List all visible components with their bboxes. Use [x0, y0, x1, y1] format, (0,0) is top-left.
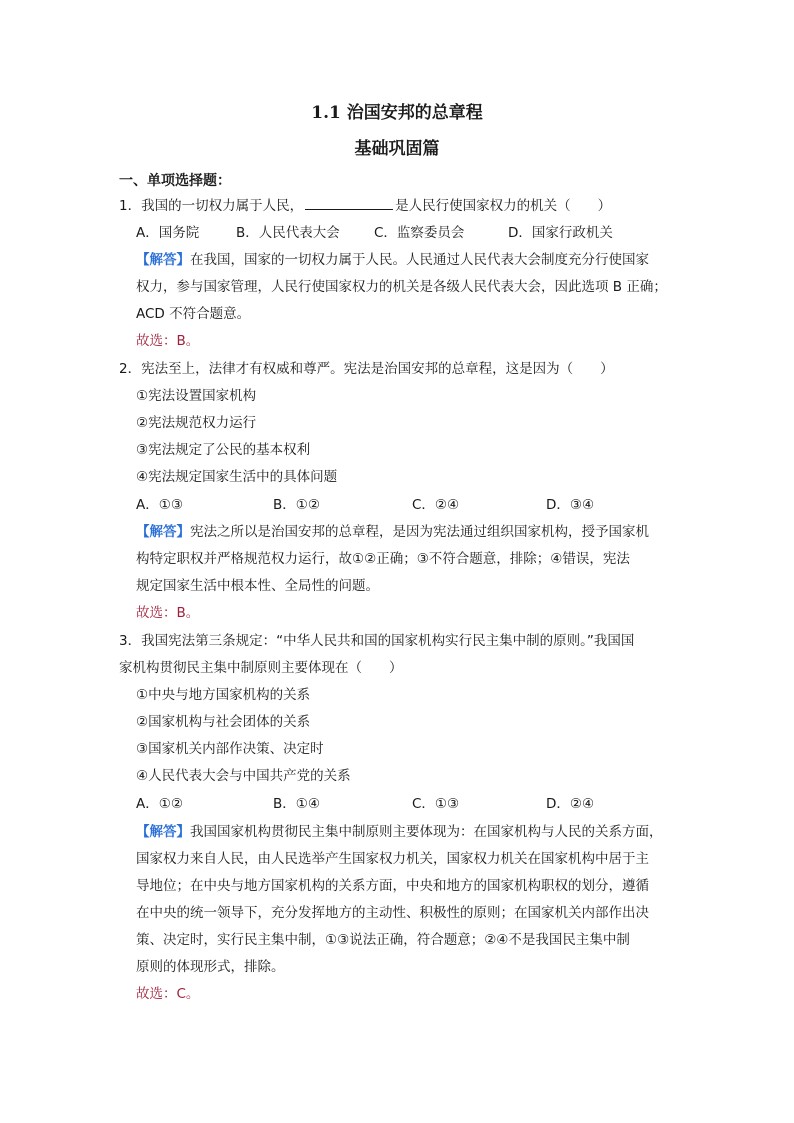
question-3-stem-line: 3．我国宪法第三条规定：“中华人民共和国的国家机构实行民主集中制的原则。”我国国 [119, 633, 635, 649]
question-3-explanation-line: 在中央的统一领导下，充分发挥地方的主动性、积极性的原则；在国家机关内部作出决 [136, 905, 649, 921]
option-a: A．①③ [136, 497, 183, 513]
option-b: B．①④ [273, 796, 320, 812]
question-1-stem-end: 是人民行使国家权力的机关（ ） [395, 198, 612, 214]
question-2-stem: 2．宪法至上，法律才有权威和尊严。宪法是治国安邦的总章程，这是因为（ ） [119, 361, 614, 377]
question-3-item: ①中央与地方国家机构的关系 [136, 687, 311, 703]
question-1-options [136, 223, 696, 243]
answer-tag: 【解答】 [136, 252, 190, 268]
question-3-explanation-line [136, 822, 663, 842]
option-d: D．②④ [546, 796, 595, 812]
option-b: B．①② [273, 497, 320, 513]
question-1-explanation-line [136, 250, 649, 270]
question-3-stem-line: 家机构贯彻民主集中制原则主要体现在（ ） [119, 660, 403, 676]
question-2-result: 故选：B。 [136, 605, 200, 621]
question-3-explanation-line: 导地位；在中央与地方国家机构的关系方面，中央和地方的国家机构职权的划分，遵循 [136, 878, 649, 894]
question-1-stem [119, 196, 611, 216]
question-2-explanation-line: 规定国家生活中根本性、全局性的问题。 [136, 578, 379, 594]
question-2-explanation-line [136, 522, 649, 542]
option-c: C．监察委员会 [374, 225, 465, 241]
question-2-item: ④宪法规定国家生活中的具体问题 [136, 469, 338, 485]
page-title: 1.1 治国安邦的总章程 [311, 103, 483, 123]
question-3-item: ②国家机构与社会团体的关系 [136, 714, 311, 730]
answer-tag: 【解答】 [136, 824, 190, 840]
question-3-options [136, 794, 696, 814]
question-2-options [136, 495, 696, 515]
option-c: C．①③ [412, 796, 460, 812]
question-1-stem-start: 1．我国的一切权力属于人民， [119, 198, 304, 214]
explanation-text: 在我国，国家的一切权力属于人民。人民通过人民代表大会制度充分行使国家 [190, 252, 649, 268]
page-subtitle: 基础巩固篇 [354, 139, 440, 159]
answer-tag: 【解答】 [136, 524, 190, 540]
question-2-item: ③宪法规定了公民的基本权利 [136, 442, 311, 458]
section-heading: 一、单项选择题： [119, 173, 231, 189]
question-1-explanation-line: ACD 不符合题意。 [136, 306, 251, 322]
question-2-explanation-line: 构特定职权并严格规范权力运行，故①②正确；③不符合题意，排除；④错误，宪法 [136, 551, 630, 567]
answer-blank [305, 196, 393, 210]
question-2-item: ②宪法规范权力运行 [136, 415, 257, 431]
question-3-explanation-line: 策、决定时，实行民主集中制，①③说法正确，符合题意；②④不是我国民主集中制 [136, 932, 630, 948]
question-3-explanation-line: 国家权力来自人民，由人民选举产生国家权力机关，国家权力机关在国家机构中居于主 [136, 851, 649, 867]
question-2-item: ①宪法设置国家机构 [136, 388, 257, 404]
explanation-text: 我国国家机构贯彻民主集中制原则主要体现为：在国家机构与人民的关系方面， [190, 824, 663, 840]
option-c: C．②④ [412, 497, 460, 513]
option-a: A．①② [136, 796, 183, 812]
question-1-explanation-line: 权力，参与国家管理，人民行使国家权力的机关是各级人民代表大会，因此选项 B 正确； [136, 279, 667, 295]
question-3-item: ③国家机关内部作决策、决定时 [136, 741, 324, 757]
option-a: A．国务院 [136, 225, 200, 241]
question-3-item: ④人民代表大会与中国共产党的关系 [136, 768, 351, 784]
option-b: B．人民代表大会 [236, 225, 340, 241]
question-1-result: 故选：B。 [136, 333, 200, 349]
option-d: D．国家行政机关 [508, 225, 613, 241]
question-3-result: 故选：C。 [136, 986, 200, 1002]
option-d: D．③④ [546, 497, 595, 513]
question-3-explanation-line: 原则的体现形式，排除。 [136, 959, 285, 975]
explanation-text: 宪法之所以是治国安邦的总章程，是因为宪法通过组织国家机构，授予国家机 [190, 524, 649, 540]
